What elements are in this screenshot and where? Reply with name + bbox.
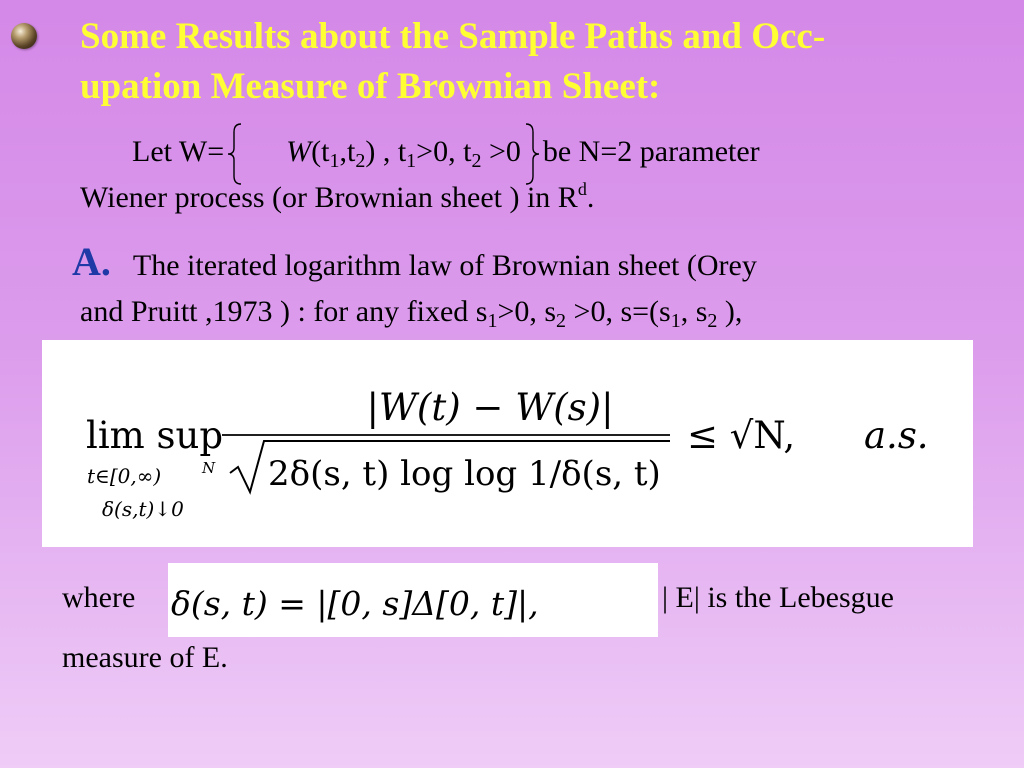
args-text: (t xyxy=(311,135,330,168)
section-a-text-2e: ), xyxy=(717,295,743,328)
let-text: Let W= xyxy=(132,135,225,168)
sub-2: 2 xyxy=(355,150,366,172)
section-a-text-2d: , s xyxy=(680,295,708,328)
as-text: a.s. xyxy=(864,414,929,457)
intro-line-2-text: Wiener process (or Brownian sheet ) in R xyxy=(80,181,578,214)
where-line-2 xyxy=(62,636,228,680)
lil-formula xyxy=(42,340,973,547)
lebesgue-text: | E| is the Lebesgue xyxy=(662,581,894,614)
numerator-text: |W(t) − W(s)| xyxy=(366,386,614,429)
period-text: . xyxy=(586,181,595,214)
intro-line-2 xyxy=(80,176,594,220)
intro-line-1 xyxy=(132,130,760,174)
comma-text: ,t xyxy=(339,135,356,168)
cond-1-text: t∈[0,∞) xyxy=(87,464,162,488)
w-symbol: W xyxy=(286,135,312,168)
delta-definition-text: δ(s, t) = |[0, s]Δ[0, t]|, xyxy=(171,584,539,623)
section-a-text-2b: >0, s xyxy=(497,295,557,328)
section-a-text-2c: >0, s=(s xyxy=(566,295,671,328)
cond-2-text: δ(s,t)↓0 xyxy=(102,497,184,521)
section-a-text-1: The iterated logarithm law of Brownian sheet (Orey xyxy=(132,249,757,282)
be-text: be N=2 parameter xyxy=(542,135,760,168)
close-text: ) , t xyxy=(365,135,407,168)
section-a-letter: A. xyxy=(72,239,111,284)
lim-sup-text: lim sup xyxy=(86,414,224,457)
gt-text-2: >0 xyxy=(481,135,521,168)
sqrt-content-text: 2δ(s, t) log log 1/δ(s, t) xyxy=(268,454,661,494)
sub-a4: 2 xyxy=(707,310,718,332)
slide-title xyxy=(80,12,1015,112)
title-line-1: Some Results about the Sample Paths and Occ- xyxy=(80,16,826,57)
sub-a1: 1 xyxy=(487,310,498,332)
sup-d: d xyxy=(577,179,587,199)
sub-3: 1 xyxy=(406,150,417,172)
where-line-1-after xyxy=(662,576,894,620)
cond-1-sup: N xyxy=(202,459,216,477)
measure-text: measure of E. xyxy=(62,641,228,674)
rhs-text: ≤ √N, xyxy=(687,414,796,457)
section-a-line-2 xyxy=(80,290,742,334)
section-a-line-1 xyxy=(72,240,757,288)
delta-definition xyxy=(168,563,658,637)
gt-text-1: >0, t xyxy=(416,135,472,168)
sub-4: 2 xyxy=(471,150,482,172)
sub-a2: 2 xyxy=(556,310,567,332)
sub-a3: 1 xyxy=(670,310,681,332)
where-word: where xyxy=(62,581,136,614)
title-line-2: upation Measure of Brownian Sheet: xyxy=(80,66,661,107)
section-a-text-2a: and Pruitt ,1973 ) : for any fixed s xyxy=(80,295,488,328)
sub-1: 1 xyxy=(329,150,340,172)
where-line-1 xyxy=(62,576,135,620)
bullet-icon xyxy=(11,23,37,49)
